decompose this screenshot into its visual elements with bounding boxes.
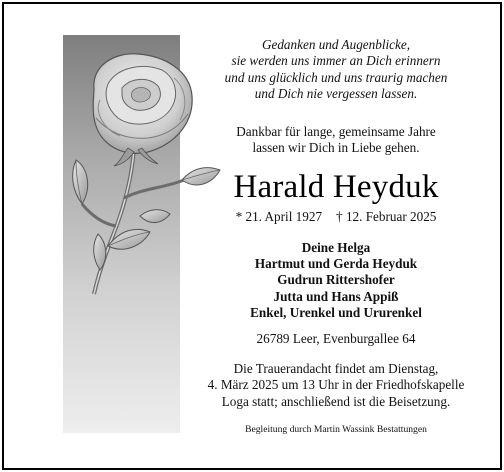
- address: 26789 Leer, Evenburgallee 64: [256, 331, 416, 346]
- service-line: Die Trauerandacht findet am Dienstag,: [233, 361, 439, 376]
- poem-line: und uns glücklich und uns traurig machen: [224, 69, 448, 85]
- thanks-text: [196, 124, 476, 157]
- poem-line: Gedanken und Augenblicke,: [261, 37, 411, 52]
- mourner: Enkel, Urenkel und Ururenkel: [250, 304, 422, 320]
- mourner: Deine Helga: [301, 240, 371, 255]
- poem: [196, 37, 476, 103]
- life-dates: [196, 209, 476, 225]
- service-line: 4. März 2025 um 13 Uhr in der Friedhofskapelle: [207, 377, 465, 393]
- service-info: [196, 361, 476, 410]
- mourners-list: [196, 240, 476, 321]
- mourner: Hartmut und Gerda Heyduk: [254, 256, 418, 272]
- mourner: Gudrun Rittershofer: [277, 272, 395, 288]
- service-line: Loga statt; anschließend ist die Beisetzung.: [221, 393, 451, 409]
- deceased-name: Harald Heyduk: [233, 169, 439, 205]
- poem-line: und Dich nie vergessen lassen.: [254, 86, 418, 102]
- thanks-line: lassen wir Dich in Liebe gehen.: [252, 140, 420, 156]
- mourner: Jutta und Hans Appiß: [273, 288, 399, 304]
- thanks-line: Dankbar für lange, gemeinsame Jahre: [236, 124, 436, 139]
- death-date: † 12. Februar 2025: [336, 209, 437, 224]
- poem-line: sie werden uns immer an Dich erinnern: [231, 53, 441, 69]
- undertaker-credit: Begleitung durch Martin Wassink Bestattungen: [245, 424, 427, 435]
- birth-date: * 21. April 1927: [235, 209, 323, 224]
